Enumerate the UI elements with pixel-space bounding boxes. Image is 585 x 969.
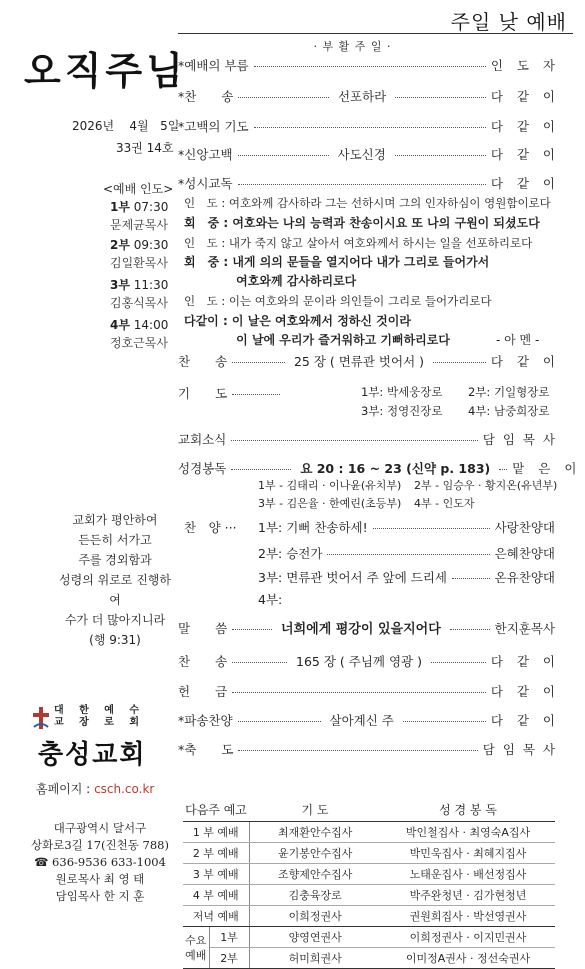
schedule-item: 2부 09:30 김일환목사: [110, 238, 169, 270]
reader-4: 4부 - 인도자: [414, 497, 475, 510]
responsive-line: 이 날에 우리가 즐거워하고 기뻐하리로다: [184, 333, 450, 347]
responsive-line: 다같이 : 이 날은 여호와께서 정하신 것이라: [184, 314, 411, 328]
church-name: 충성교회: [38, 740, 147, 770]
responsive-line: 인 도 : 내가 죽지 않고 살아서 여호와께서 하시는 일을 선포하리로다: [184, 236, 533, 250]
order-row: 찬 송 165 장 ( 주님께 영광 ) 다 같 이: [178, 654, 560, 669]
schedule-item: 1부 07:30 문제균목사: [110, 200, 169, 232]
table-row: 3 부 예배 조향제안수집사 노태운집사 · 배선정집사: [183, 864, 555, 885]
order-row-sermon: 말 씀 너희에게 평강이 있을지어다 한지훈목사: [178, 621, 556, 637]
table-header: 다음주 예고 기 도 성 경 봉 독: [183, 799, 555, 822]
anthem-row: 1부: 기뻐 찬송하세! 사랑찬양대: [258, 520, 555, 535]
anthem-row: 4부:: [258, 592, 283, 607]
prayer-4: 4부: 남중희장로: [468, 404, 550, 418]
church-address: 대구광역시 달서구 상화로3길 17(진천동 788) ☎ 636-9536 633-1004 원로목사 최 영 태 담임목사 한 지 훈: [31, 821, 169, 903]
reader-2: 2부 - 임승우 · 황지온(유년부): [414, 479, 558, 492]
homepage-link[interactable]: csch.co.kr: [94, 782, 155, 796]
amen: - 아 멘 -: [496, 333, 540, 347]
order-row: *예배의 부름 인 도 자: [178, 58, 560, 73]
order-row-prayer: 기 도: [178, 384, 285, 402]
reader-3: 3부 - 김은율 · 한예린(초등부): [258, 497, 402, 510]
header-divider: [178, 33, 573, 34]
bulletin-title: 오직주님: [24, 49, 187, 93]
reader-1: 1부 - 김태리 · 이나윤(유치부): [258, 479, 402, 492]
table-row: 2부 허미희권사 이미정A권사 · 정선숙권사: [183, 948, 555, 969]
homepage: 홈페이지 : csch.co.kr: [36, 782, 155, 796]
order-row: *신앙고백 사도신경 다 같 이: [178, 147, 560, 162]
scripture-verse: 교회가 평안하여 든든히 서가고 주를 경외함과 성령의 위로로 진행하여 수가 더 많아지니라 (행 9:31): [59, 513, 171, 647]
table-row: 저녁 예배 이희정권사 권원희집사 · 박선영권사: [183, 906, 555, 927]
order-row-hymn: 찬 송 25 장 ( 면류관 벗어서 ) 다 같 이: [178, 354, 560, 369]
schedule-item: 4부 14:00 정호근목사: [110, 318, 169, 350]
responsive-line: 인 도 : 이는 여호와의 문이라 의인들이 그리로 들어가리로다: [184, 294, 492, 308]
prayer-1: 1부: 박세웅장로: [361, 385, 443, 399]
order-row-news: 교회소식 담 임 목 사: [178, 432, 557, 447]
responsive-line: 회 중 : 내게 의의 문들을 열지어다 내가 그리로 들어가서: [184, 255, 490, 269]
anthem-row: 2부: 승전가 은혜찬양대: [258, 546, 555, 561]
prayer-2: 2부: 기일형장로: [468, 385, 550, 399]
order-row: *파송찬양 살아계신 주 다 같 이: [178, 713, 561, 728]
issue-date: 2026년 4월 5일: [72, 119, 180, 133]
anthem-label: 찬 양 ···: [184, 520, 237, 535]
table-row: 수요 예배 1부 양영연권사 이희정권사 · 이지민권사: [183, 927, 555, 948]
service-title: 주일 낮 예배: [450, 10, 567, 34]
order-row-reading: 성경봉독 요 20 : 16 ~ 23 (신약 p. 183) 맡 은 이: [178, 461, 582, 476]
schedule-heading: <예배 인도>: [103, 182, 174, 196]
service-subtitle: · 부 활 주 일 ·: [313, 40, 392, 53]
order-row: *고백의 기도 다 같 이: [178, 119, 560, 134]
anthem-row: 3부: 면류관 벗어서 주 앞에 드리세 온유찬양대: [258, 570, 555, 585]
next-week-table: [183, 799, 555, 969]
responsive-line: 회 중 : 여호와는 나의 능력과 찬송이시요 또 나의 구원이 되셨도다: [184, 216, 540, 230]
issue-volume: 33권 14호: [116, 141, 174, 155]
prayer-3: 3부: 정영진장로: [361, 404, 443, 418]
table-row: 4 부 예배 김충육장로 박주완청년 · 김가현청년: [183, 885, 555, 906]
order-row: *찬 송 선포하라 다 같 이: [178, 89, 560, 104]
order-row: *축 도 담 임 목 사: [178, 742, 557, 757]
schedule-item: 3부 11:30 김홍식목사: [110, 278, 169, 310]
responsive-line: 여호와께 감사하리로다: [184, 274, 357, 288]
table-row: 1 부 예배 최재환안수집사 박인철집사 · 최영숙A집사: [183, 822, 555, 843]
table-row: 2 부 예배 윤기봉안수집사 박민욱집사 · 최혜지집사: [183, 843, 555, 864]
denomination: 대 한 예 수 교 장 로 회: [54, 705, 146, 728]
order-row: *성시교독 다 같 이: [178, 176, 560, 191]
order-row: 헌 금 다 같 이: [178, 684, 560, 699]
church-logo: [32, 705, 162, 734]
responsive-line: 인 도 : 여호와께 감사하라 그는 선하시며 그의 인자하심이 영원함이로다: [184, 196, 551, 210]
